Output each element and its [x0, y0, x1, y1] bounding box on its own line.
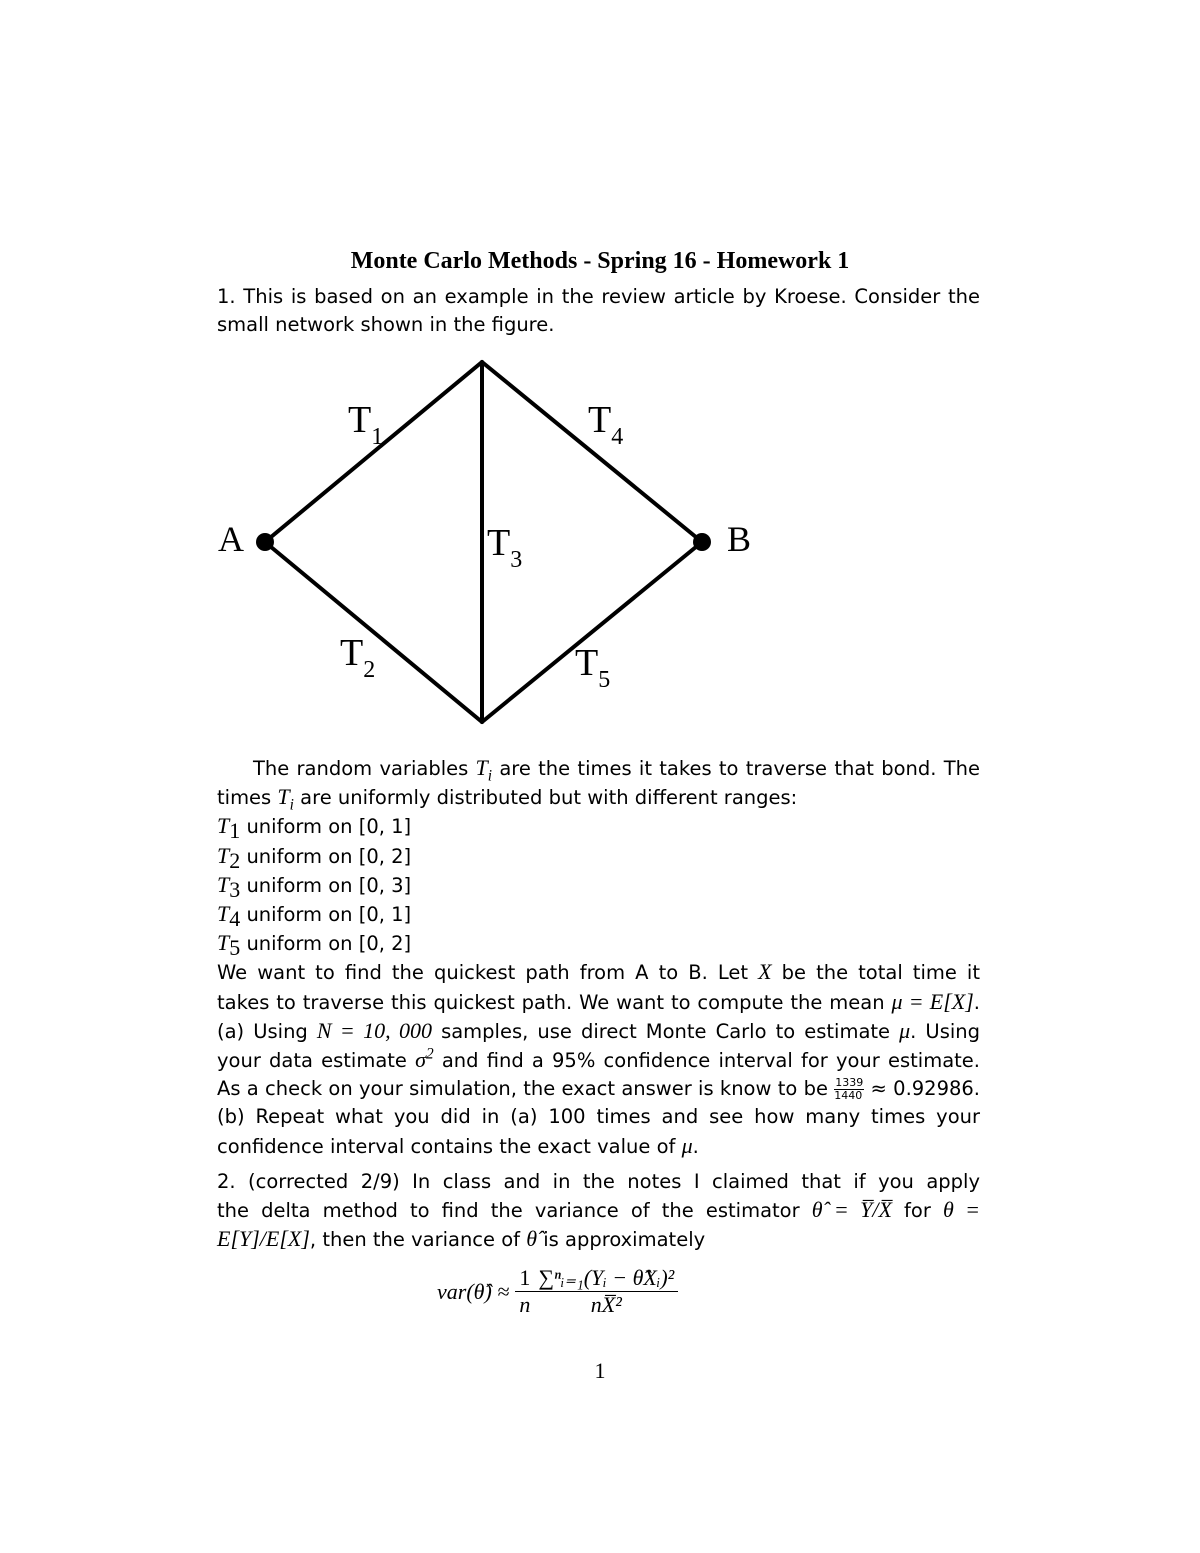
- want-line-2: takes to traverse this quickest path. We want to compute the mean μ = E[X].: [217, 988, 980, 1014]
- problem2: [217, 1168, 980, 1255]
- p2-line-1: 2. (corrected 2/9) In class and in the notes I claimed that if you apply: [217, 1170, 980, 1193]
- part-b-line-1: (b) Repeat what you did in (a) 100 times and see how many times your: [217, 1105, 980, 1129]
- node-b-label: B: [727, 519, 752, 559]
- part-a-line-2: your data estimate $\sigma^2$ and find a 95% confidence interval for your estimate.: [217, 1045, 980, 1073]
- range-item: $T_5$ uniform on [0, 2]: [217, 930, 412, 961]
- para-line-1: The random variables $T_i$ are the times it takes to traverse that bond. The: [253, 755, 980, 785]
- edge-label-t1: $T_1$: [348, 399, 384, 450]
- range-item: $T_3$ uniform on [0, 3]: [217, 871, 412, 902]
- page-number: 1: [594, 1358, 606, 1383]
- variance-formula: var(θ̂) ≈ 1 ∑ⁿᵢ₌₁(Yᵢ − θ̂Xᵢ)² n nX̅²: [436, 1265, 678, 1318]
- intro-line-2: small network shown in the figure.: [217, 313, 555, 337]
- node-a-label: A: [218, 519, 244, 559]
- node-b-dot: [693, 533, 711, 551]
- edge-label-t4: $T_4$: [588, 399, 624, 450]
- p2-line-3: E[Y]/E[X], then the variance of θ̂ is approximately: [217, 1226, 706, 1252]
- intro-line-1: 1. This is based on an example in the review article by Kroese. Consider the: [217, 285, 980, 308]
- para-line-2: times $T_i$ are uniformly distributed but with different ranges:: [217, 784, 798, 814]
- range-item: $T_2$ uniform on [0, 2]: [217, 842, 412, 873]
- edge-label-t5: $T_5$: [575, 642, 611, 693]
- problem1-body: [217, 754, 980, 1161]
- network-figure: [0, 350, 1200, 750]
- range-item: $T_1$ uniform on [0, 1]: [217, 813, 412, 844]
- want-line-1: We want to find the quickest path from A to B. Let X be the total time it: [217, 959, 980, 985]
- edge-t2: [265, 542, 482, 722]
- node-a-dot: [256, 533, 274, 551]
- part-a-line-3: As a check on your simulation, the exact answer is know to be $\frac{1339}{1440}$ ≈ 0.92986.: [217, 1076, 980, 1103]
- p2-line-2: the delta method to find the variance of the estimator θ̂ = Y̅/X̅ for θ =: [217, 1197, 980, 1223]
- exact-fraction: $\frac{1339}{1440}$: [834, 1076, 864, 1103]
- edge-label-t3: $T_3$: [487, 522, 523, 573]
- edge-t1: [265, 362, 482, 542]
- problem1-intro: [217, 283, 980, 339]
- page-title: Monte Carlo Methods - Spring 16 - Homework 1: [350, 248, 850, 274]
- edge-t4: [482, 362, 702, 542]
- part-a-line-1: (a) Using N = 10, 000 samples, use direct Monte Carlo to estimate μ. Using: [217, 1017, 981, 1043]
- range-list: [217, 812, 980, 961]
- edge-label-t2: $T_2$: [340, 632, 376, 683]
- range-item: $T_4$ uniform on [0, 1]: [217, 901, 412, 931]
- part-b-line-2: confidence interval contains the exact value of μ.: [217, 1132, 699, 1158]
